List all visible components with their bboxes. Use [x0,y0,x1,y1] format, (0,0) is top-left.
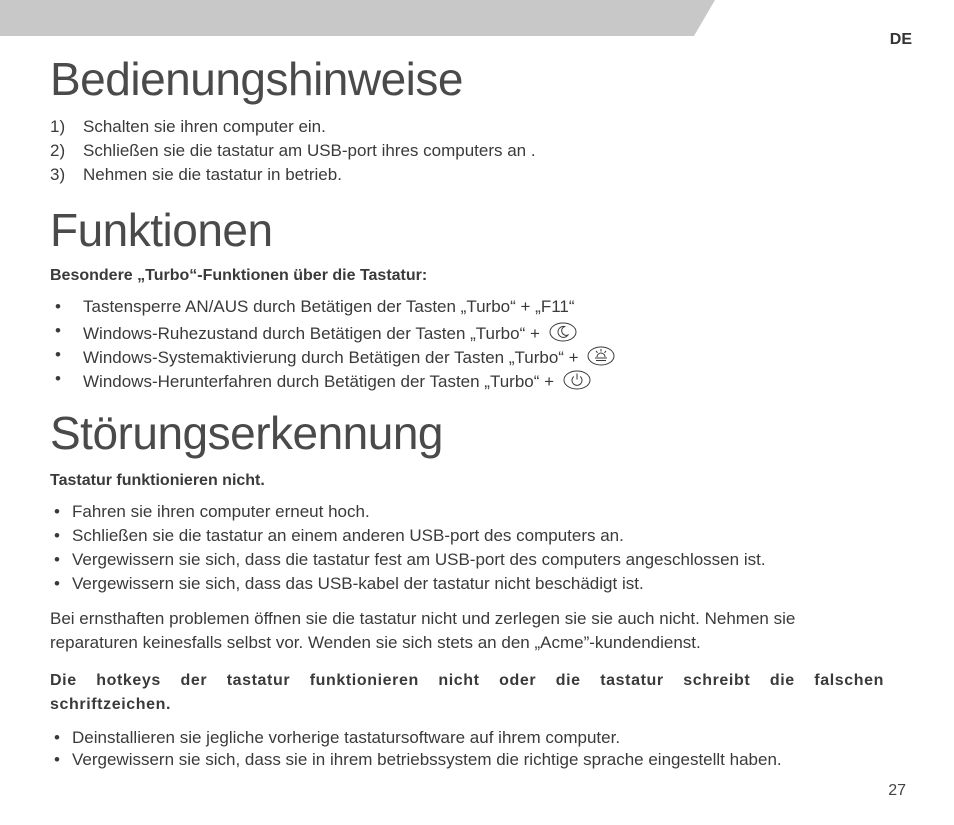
page-number: 27 [888,782,906,799]
list-item-text: Schalten sie ihren computer ein. [83,117,326,136]
hotkeys-heading: Die hotkeys der tastatur funktionieren nicht oder die tastatur schreibt die falschen schriftzeichen. [50,672,884,713]
bullet: • [54,526,60,545]
section-title-funktionen: Funktionen [50,204,273,256]
list-item-text: Fahren sie ihren computer erneut hoch. [72,502,370,521]
list-item-text: Windows-Herunterfahren durch Betätigen der Tasten „Turbo“ + [83,372,555,391]
bullet: • [54,550,60,569]
bullet: • [54,750,60,769]
list-item-text: Vergewissern sie sich, dass die tastatur fest am USB-port des computers angeschlossen ist. [72,550,766,569]
sunrise-icon [587,346,615,366]
section-title-bedienungshinweise: Bedienungshinweise [50,53,463,105]
list-item-text: Tastensperre AN/AUS durch Betätigen der Tasten „Turbo“ + „F11“ [83,297,575,316]
bullet: • [55,369,61,388]
list-item-text: Schließen sie die tastatur an einem anderen USB-port des computers an. [72,526,624,545]
funktionen-subtitle: Besondere „Turbo“-Funktionen über die Tastatur: [50,267,428,284]
bullet: • [54,574,60,593]
moon-icon [549,322,577,342]
list-item-text: Schließen sie die tastatur am USB-port ihres computers an . [83,141,536,160]
list-number: 1) [50,117,66,136]
section-title-stoerungserkennung: Störungserkennung [50,407,444,459]
top-gray-bar [0,0,954,36]
bullet: • [54,728,60,747]
list-item-text: Nehmen sie die tastatur in betrieb. [83,165,342,184]
bullet: • [55,321,61,340]
bullet: • [55,345,61,364]
list-item-text: Vergewissern sie sich, dass das USB-kabel der tastatur nicht beschädigt ist. [72,574,644,593]
list-item-text: Windows-Ruhezustand durch Betätigen der Tasten „Turbo“ + [83,324,540,343]
power-icon [563,370,591,390]
stoerung-paragraph: Bei ernsthaften problemen öffnen sie die tastatur nicht und zerlegen sie sie auch nicht. Nehmen sie reparaturen keinesfalls selbst vor. Wenden sie sich stets an den „Acme”-kundendienst. [50,609,796,652]
list-item-text: Windows-Systemaktivierung durch Betätigen der Tasten „Turbo“ + [83,348,579,367]
list-item-text: Deinstallieren sie jegliche vorherige tastatursoftware auf ihrem computer. [72,728,621,747]
list-item-text: Vergewissern sie sich, dass sie in ihrem betriebssystem die richtige sprache eingestellt haben. [72,750,782,769]
stoerung-subtitle: Tastatur funktionieren nicht. [50,472,265,489]
list-number: 3) [50,165,66,184]
bullet: • [55,297,61,316]
list-number: 2) [50,141,66,160]
bullet: • [54,502,60,521]
language-label: DE [889,31,912,48]
